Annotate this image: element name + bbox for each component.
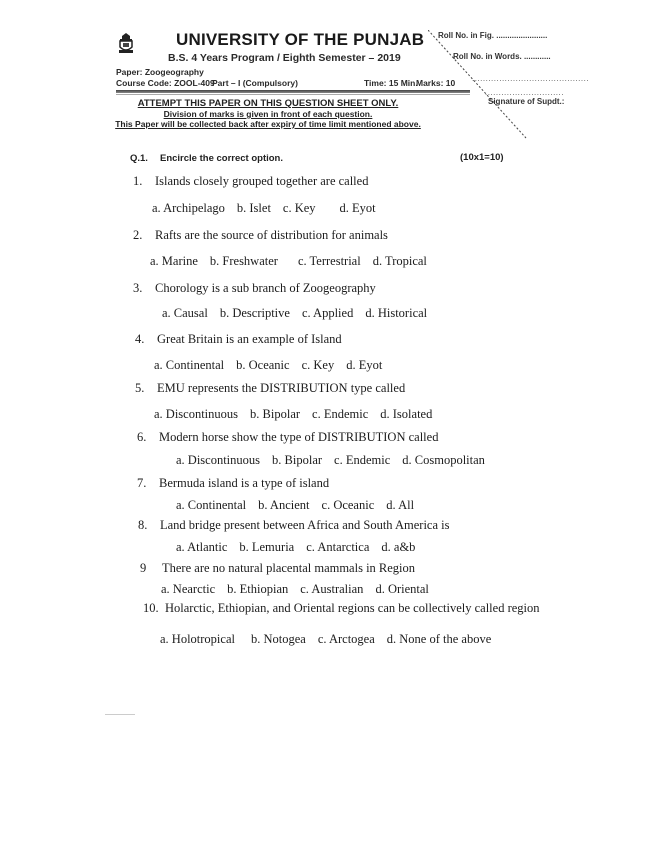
course-code: Course Code: ZOOL-409 — [116, 78, 215, 88]
paper-name: Paper: Zoogeography — [116, 67, 204, 77]
question-text: Land bridge present between Africa and South America is — [160, 518, 450, 532]
question-8: 8. Land bridge present between Africa and South America is — [138, 518, 450, 532]
signature-of-supdt-label: Signature of Supdt.: — [488, 97, 565, 106]
option-a[interactable]: a. Archipelago — [152, 201, 225, 215]
option-b[interactable]: b. Oceanic — [236, 358, 290, 372]
question-text: Islands closely grouped together are called — [155, 174, 369, 188]
question-7: 7. Bermuda island is a type of island — [137, 476, 330, 490]
option-a[interactable]: a. Marine — [150, 254, 198, 268]
options-10 — [160, 632, 503, 647]
options-3 — [162, 306, 439, 321]
options-8 — [176, 540, 427, 555]
header-divider — [116, 90, 470, 93]
question-3: 3. Chorology is a sub branch of Zoogeography — [133, 281, 376, 295]
option-c[interactable]: c. Applied — [301, 306, 354, 320]
university-crest-icon — [117, 32, 135, 54]
option-d[interactable]: d. Historical — [365, 306, 428, 320]
option-b[interactable]: b. Ethiopian — [227, 582, 289, 596]
option-b[interactable]: b. Descriptive — [219, 306, 290, 320]
option-d[interactable]: d. Eyot — [339, 201, 376, 215]
option-d[interactable]: d. Oriental — [375, 582, 429, 596]
instruction-division: Division of marks is given in front of each question. — [163, 109, 373, 119]
section-title: Encircle the correct option. — [160, 153, 283, 164]
question-9: 9 There are no natural placental mammals in Region — [140, 561, 416, 575]
option-c[interactable]: c. Arctogea — [317, 632, 375, 646]
time-allowed: Time: 15 Min. — [364, 78, 418, 88]
option-c[interactable]: c. Terrestrial — [297, 254, 361, 268]
roll-number-words-continuation[interactable]: ........................................... — [472, 74, 590, 83]
question-text: EMU represents the DISTRIBUTION type called — [157, 381, 406, 395]
faint-scan-line — [105, 714, 135, 715]
option-c[interactable]: c. Oceanic — [321, 498, 375, 512]
option-b[interactable]: b. Ancient — [258, 498, 310, 512]
option-d[interactable]: d. Eyot — [346, 358, 383, 372]
total-marks: Marks: 10 — [416, 78, 456, 88]
signature-line[interactable]: ............................. — [485, 88, 564, 97]
question-text: Holarctic, Ethiopian, and Oriental regions can be collectively called region — [165, 601, 540, 615]
option-c[interactable]: c. Endemic — [334, 453, 391, 467]
option-d[interactable]: d. All — [386, 498, 415, 512]
option-d[interactable]: d. a&b — [381, 540, 416, 554]
program-line: B.S. 4 Years Program / Eighth Semester – 2019 — [168, 52, 401, 64]
roll-number-figures-field[interactable]: Roll No. in Fig. ....................... — [438, 31, 548, 40]
option-a[interactable]: a. Discontinuous — [176, 453, 261, 467]
option-b[interactable]: b. Freshwater — [209, 254, 278, 268]
option-a[interactable]: a. Discontinuous — [154, 407, 239, 421]
options-6 — [176, 453, 497, 468]
question-1: 1. Islands closely grouped together are called — [133, 174, 369, 188]
question-10: 10. Holarctic, Ethiopian, and Oriental regions can be collectively called region — [143, 601, 540, 615]
option-d[interactable]: d. Isolated — [380, 407, 433, 421]
question-2: 2. Rafts are the source of distribution for animals — [133, 228, 388, 242]
instruction-attempt: ATTEMPT THIS PAPER ON THIS QUESTION SHEET ONLY. — [137, 98, 399, 109]
option-a[interactable]: a. Continental — [154, 358, 225, 372]
option-d[interactable]: d. Cosmopolitan — [402, 453, 485, 467]
question-6: 6. Modern horse show the type of DISTRIBUTION called — [137, 430, 439, 444]
question-text: Chorology is a sub branch of Zoogeography — [155, 281, 376, 295]
header-divider-thin — [116, 94, 470, 95]
option-c[interactable]: c. Antarctica — [306, 540, 370, 554]
section-marks: (10x1=10) — [460, 152, 504, 163]
options-5 — [154, 407, 444, 422]
question-4: 4. Great Britain is an example of Island — [135, 332, 342, 346]
question-5: 5. EMU represents the DISTRIBUTION type called — [135, 381, 406, 395]
options-2 — [150, 254, 439, 269]
instruction-collected: This Paper will be collected back after expiry of time limit mentioned above. — [115, 119, 421, 129]
question-text: Modern horse show the type of DISTRIBUTION called — [159, 430, 439, 444]
option-a[interactable]: a. Atlantic — [176, 540, 228, 554]
question-text: There are no natural placental mammals in Region — [162, 561, 416, 575]
option-a[interactable]: a. Nearctic — [161, 582, 216, 596]
option-a[interactable]: a. Continental — [176, 498, 247, 512]
question-text: Great Britain is an example of Island — [157, 332, 342, 346]
question-text: Bermuda island is a type of island — [159, 476, 330, 490]
option-b[interactable]: b. Lemuria — [239, 540, 295, 554]
option-c[interactable]: c. Key — [282, 201, 316, 215]
university-title: UNIVERSITY OF THE PUNJAB — [176, 30, 425, 49]
option-d[interactable]: d. None of the above — [386, 632, 492, 646]
option-b[interactable]: b. Notogea — [250, 632, 306, 646]
option-c[interactable]: c. Australian — [300, 582, 364, 596]
options-1 — [152, 201, 388, 216]
option-b[interactable]: b. Bipolar — [250, 407, 301, 421]
option-c[interactable]: c. Endemic — [312, 407, 369, 421]
options-7 — [176, 498, 426, 513]
roll-number-words-field[interactable]: Roll No. in Words. ............ — [453, 52, 551, 61]
options-9 — [161, 582, 441, 597]
part-label: Part – I (Compulsory) — [212, 78, 298, 88]
option-b[interactable]: b. Bipolar — [272, 453, 323, 467]
section-number: Q.1. — [130, 153, 148, 164]
question-text: Rafts are the source of distribution for animals — [155, 228, 388, 242]
option-a[interactable]: a. Causal — [162, 306, 208, 320]
option-d[interactable]: d. Tropical — [372, 254, 427, 268]
option-c[interactable]: c. Key — [301, 358, 335, 372]
options-4 — [154, 358, 394, 373]
option-a[interactable]: a. Holotropical — [160, 632, 235, 646]
option-b[interactable]: b. Islet — [236, 201, 271, 215]
section-heading — [130, 153, 283, 164]
